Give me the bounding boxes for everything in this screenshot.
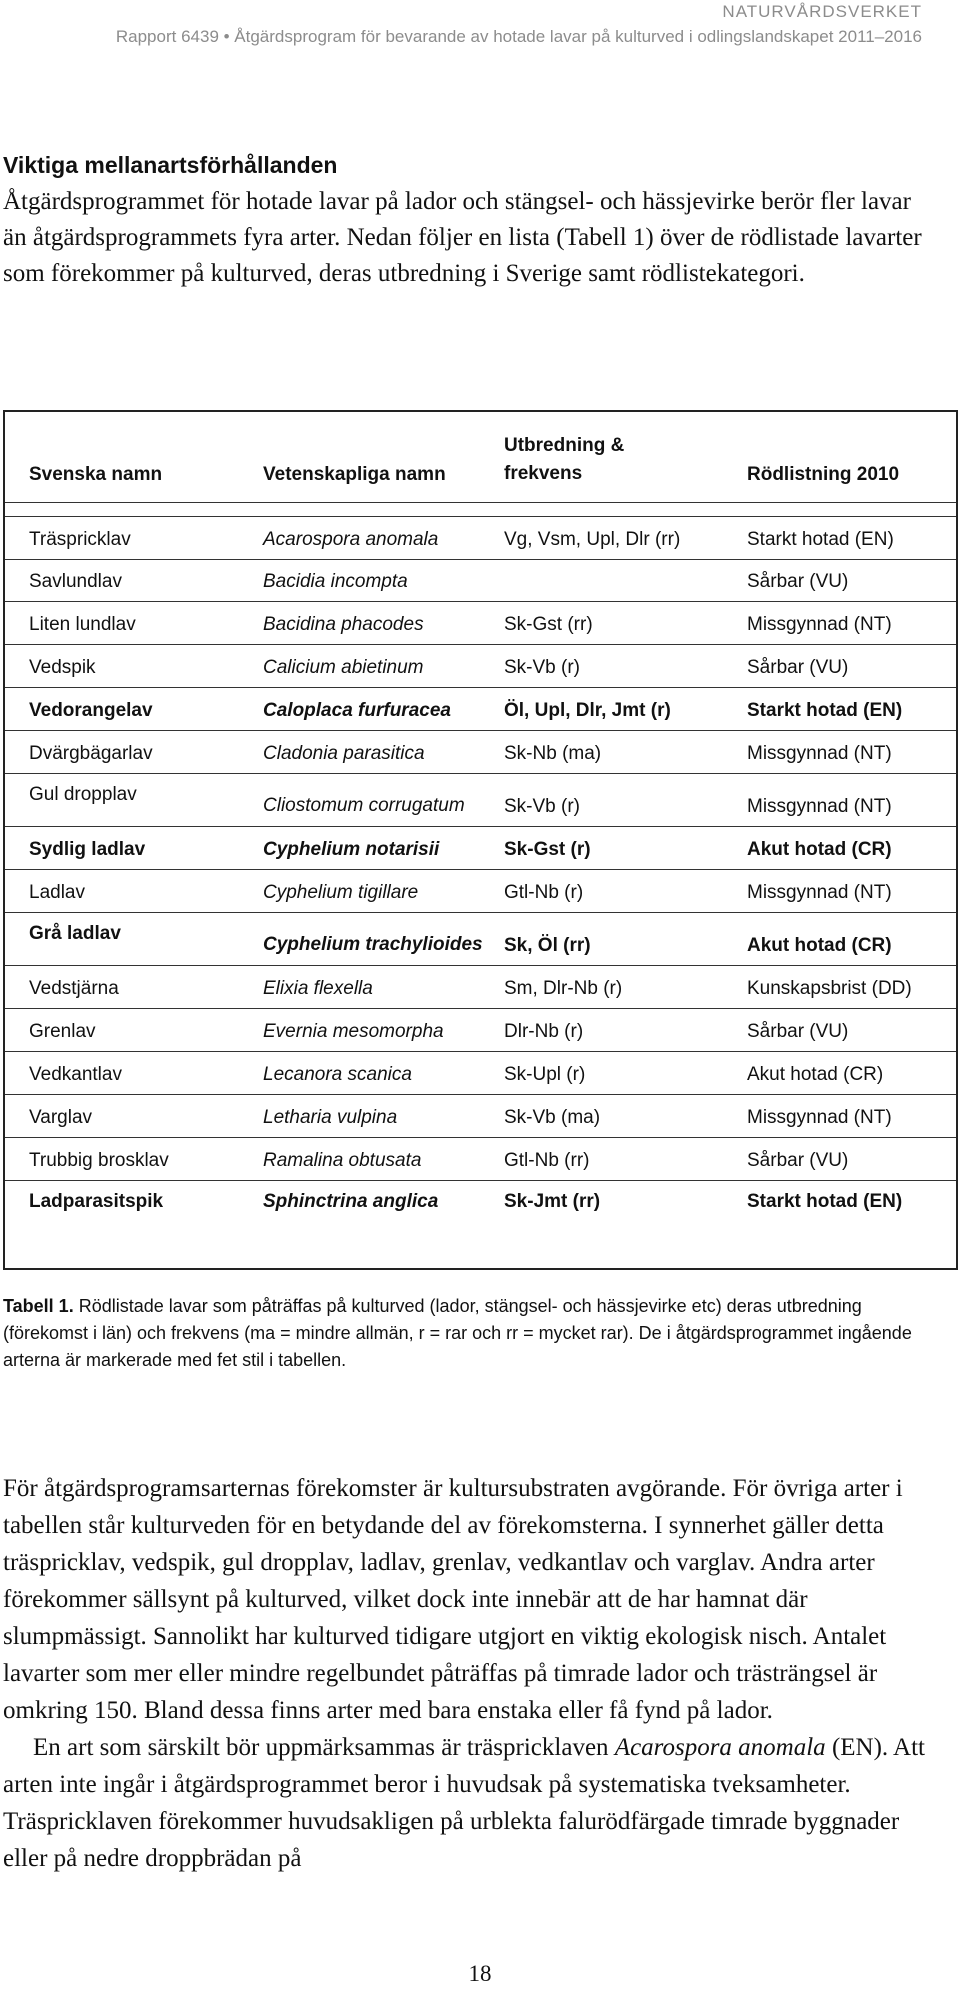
swedish-name-cell: Gul dropplav — [29, 784, 137, 805]
swedish-name-cell: Ladlav — [29, 882, 85, 903]
redlist-cell: Missgynnad (NT) — [747, 743, 892, 764]
redlist-cell: Missgynnad (NT) — [747, 1107, 892, 1128]
scientific-name-cell: Cyphelium notarisii — [263, 839, 440, 860]
scientific-name-cell: Bacidia incompta — [263, 571, 408, 592]
page-number: 18 — [468, 1961, 492, 1986]
scientific-name-cell: Sphinctrina anglica — [263, 1191, 439, 1212]
swedish-name-cell: Sydlig ladlav — [29, 839, 146, 860]
scientific-name-cell: Acarospora anomala — [263, 529, 439, 550]
table-row — [5, 559, 956, 602]
swedish-name-cell: Vedkantlav — [29, 1064, 122, 1085]
distribution-cell: Sm, Dlr-Nb (r) — [504, 978, 623, 999]
report-title: Rapport 6439 • Åtgärdsprogram för bevarande av hotade lavar på kulturved i odlingslandskapet 2011–2016 — [115, 27, 922, 46]
redlist-cell: Sårbar (VU) — [747, 657, 849, 678]
redlist-cell: Akut hotad (CR) — [747, 839, 892, 860]
table-row — [5, 827, 956, 870]
section-heading: Viktiga mellanartsförhållanden — [3, 152, 338, 178]
body-paragraph-1: För åtgärdsprogramsarternas förekomster är kultursubstraten avgörande. För övriga arter i tabellen står kulturveden för en betydande del av förekomsterna. I synnerhet gäller detta träspricklav, vedspik, gul dropplav, ladlav, grenlav, vedkantlav och varglav. Andra arter förekommer sällsynt på kulturved, vilket dock inte innebär att de har hamnat där slumpmässigt. Sannolikt har kulturved tidigare utgjort en viktig ekologisk nisch. Antalet lavarter som mer eller mindre regelbundet påträffas på timrade lador och trästrängsel är omkring 150. Bland dessa finns arter med bara enstaka eller få fynd på lador. — [3, 1475, 903, 1724]
swedish-name-cell: Varglav — [29, 1107, 93, 1128]
distribution-cell: Sk-Gst (rr) — [504, 614, 593, 635]
distribution-cell: Sk-Vb (r) — [504, 657, 580, 678]
redlist-table — [3, 410, 958, 1270]
table-row — [5, 1138, 956, 1181]
swedish-name-cell: Grenlav — [29, 1021, 96, 1042]
distribution-cell: Sk-Nb (ma) — [504, 743, 602, 764]
table-row — [5, 966, 956, 1009]
body-paragraph-2 — [3, 1729, 949, 1877]
scientific-name-cell: Ramalina obtusata — [263, 1150, 422, 1171]
distribution-cell: Vg, Vsm, Upl, Dlr (rr) — [504, 529, 681, 550]
redlist-cell: Kunskapsbrist (DD) — [747, 978, 912, 999]
table-row — [5, 1052, 956, 1095]
scientific-name-cell: Cladonia parasitica — [263, 743, 425, 764]
redlist-cell: Sårbar (VU) — [747, 1150, 849, 1171]
table-row — [5, 602, 956, 645]
redlist-cell: Missgynnad (NT) — [747, 882, 892, 903]
header-redlist: Rödlistning 2010 — [747, 464, 900, 485]
swedish-name-cell: Vedorangelav — [29, 700, 153, 721]
redlist-cell: Missgynnad (NT) — [747, 614, 892, 635]
table-caption — [3, 1293, 933, 1374]
redlist-cell: Sårbar (VU) — [747, 571, 849, 592]
table-row — [5, 645, 956, 688]
distribution-cell: Gtl-Nb (r) — [504, 882, 584, 903]
redlist-cell: Akut hotad (CR) — [747, 1064, 884, 1085]
redlist-cell: Akut hotad (CR) — [747, 935, 892, 956]
scientific-name-cell: Evernia mesomorpha — [263, 1021, 444, 1042]
swedish-name-cell: Vedstjärna — [29, 978, 119, 999]
table-row — [5, 1095, 956, 1138]
redlist-cell: Starkt hotad (EN) — [747, 700, 903, 721]
table-row — [5, 774, 956, 827]
redlist-cell: Missgynnad (NT) — [747, 796, 892, 817]
table-row — [5, 688, 956, 731]
distribution-cell: Dlr-Nb (r) — [504, 1021, 584, 1042]
distribution-cell: Sk-Jmt (rr) — [504, 1191, 601, 1212]
caption-text: Rödlistade lavar som påträffas på kulturved (lador, stängsel- och hässjevirke etc) deras utbredning (förekomst i län) och frekvens (ma = mindre allmän, r = rar och rr = mycket rar). De i åtgärdsprogrammet ingående arterna är markerade med fet stil i tabellen. — [3, 1296, 912, 1370]
distribution-cell: Sk-Gst (r) — [504, 839, 591, 860]
p2-species-name: Acarospora anomala — [614, 1734, 826, 1761]
scientific-name-cell: Lecanora scanica — [263, 1064, 412, 1085]
table-row — [5, 913, 956, 966]
redlist-cell: Sårbar (VU) — [747, 1021, 849, 1042]
swedish-name-cell: Grå ladlav — [29, 923, 121, 944]
header-distribution: Utbredning & frekvens — [504, 435, 625, 484]
header-swedish-name: Svenska namn — [29, 464, 163, 485]
scientific-name-cell: Cliostomum corrugatum — [263, 795, 465, 816]
distribution-cell: Sk-Vb (ma) — [504, 1107, 601, 1128]
intro-paragraph: Åtgärdsprogrammet för hotade lavar på lador och stängsel- och hässjevirke berör fler lavar än åtgärdsprogrammets fyra arter. Nedan följer en lista (Tabell 1) över de rödlistade lavarter som förekommer på kulturved, deras utbredning i Sverige samt rödlistekategori. — [3, 188, 922, 287]
scientific-name-cell: Cyphelium tigillare — [263, 882, 419, 903]
distribution-cell: Sk-Upl (r) — [504, 1064, 586, 1085]
swedish-name-cell: Dvärgbägarlav — [29, 743, 153, 764]
distribution-cell: Gtl-Nb (rr) — [504, 1150, 590, 1171]
swedish-name-cell: Träspricklav — [29, 529, 131, 550]
table-row — [5, 1181, 956, 1221]
table-row — [5, 516, 956, 560]
distribution-cell: Sk, Öl (rr) — [504, 935, 591, 956]
distribution-cell: Öl, Upl, Dlr, Jmt (r) — [504, 700, 671, 721]
publisher-name: NATURVÅRDSVERKET — [722, 2, 922, 21]
caption-label: Tabell 1. — [3, 1296, 74, 1316]
p2-text-end: (EN). Att arten inte ingår i åtgärdsprogrammet beror i huvudsak på systematiska tveksamheter. Träspricklaven förekommer huvudsakligen på urblekta falurödfärgade timrade byggnader eller på nedre droppbrädan på — [3, 1734, 925, 1872]
scientific-name-cell: Caloplaca furfuracea — [263, 700, 451, 721]
scientific-name-cell: Bacidina phacodes — [263, 614, 424, 635]
scientific-name-cell: Elixia flexella — [263, 978, 373, 999]
scientific-name-cell: Cyphelium trachylioides — [263, 934, 483, 955]
distribution-cell: Sk-Vb (r) — [504, 796, 580, 817]
table-header-row — [5, 412, 956, 503]
body-text — [3, 1470, 949, 1877]
redlist-cell: Starkt hotad (EN) — [747, 529, 894, 550]
swedish-name-cell: Vedspik — [29, 657, 96, 678]
redlist-cell: Starkt hotad (EN) — [747, 1191, 903, 1212]
table-row — [5, 1009, 956, 1052]
p2-text-start: En art som särskilt bör uppmärksammas är träspricklaven — [33, 1734, 615, 1761]
table-row — [5, 870, 956, 913]
header-scientific-name: Vetenskapliga namn — [263, 464, 446, 485]
swedish-name-cell: Ladparasitspik — [29, 1191, 164, 1212]
swedish-name-cell: Liten lundlav — [29, 614, 136, 635]
scientific-name-cell: Calicium abietinum — [263, 657, 424, 678]
scientific-name-cell: Letharia vulpina — [263, 1107, 398, 1128]
swedish-name-cell: Trubbig brosklav — [29, 1150, 169, 1171]
table-row — [5, 731, 956, 774]
swedish-name-cell: Savlundlav — [29, 571, 122, 592]
